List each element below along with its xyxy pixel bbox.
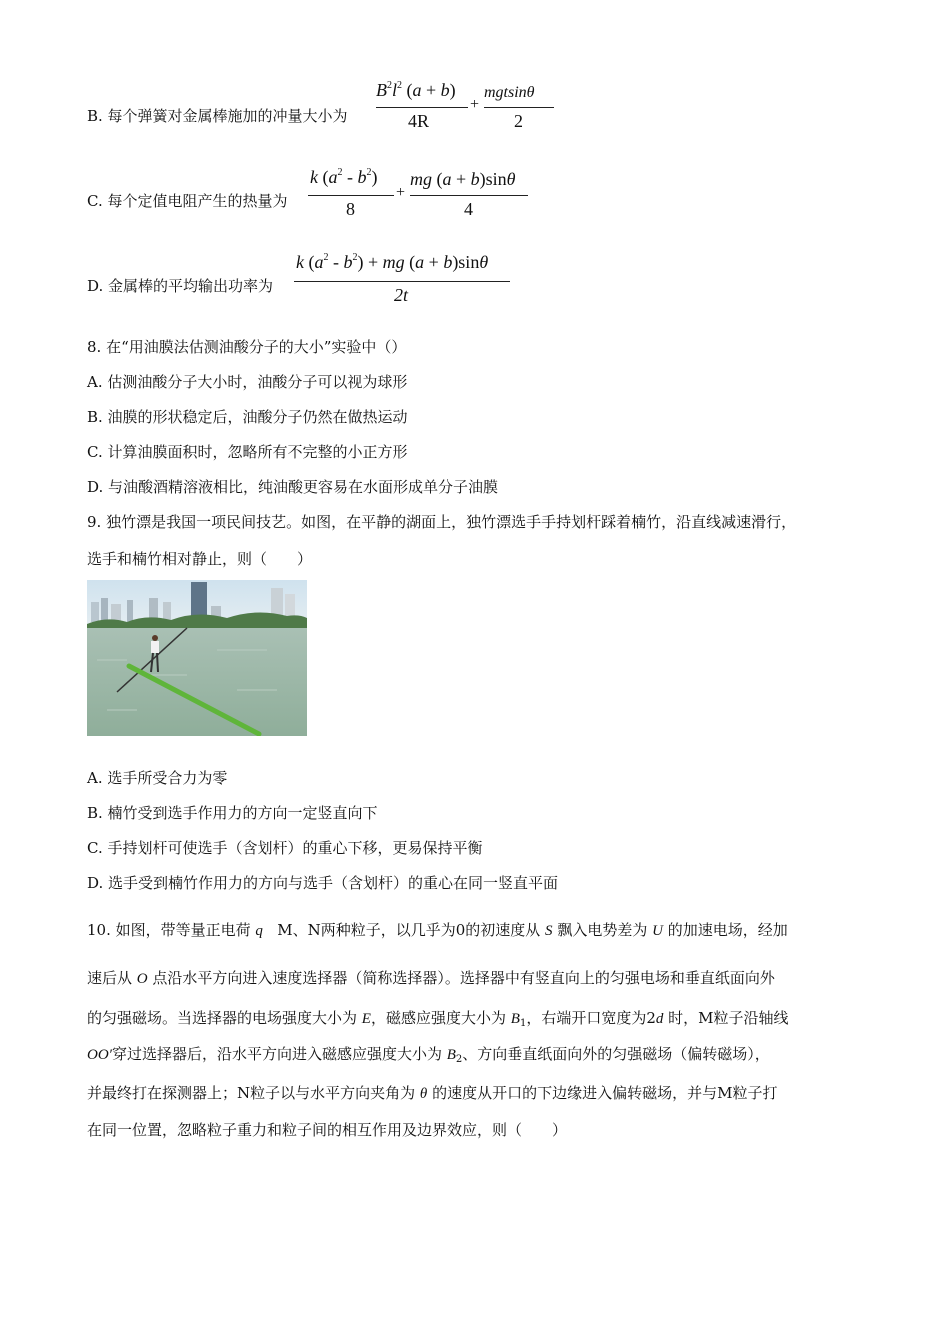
q8-option-d[interactable]: D. 与油酸酒精溶液相比，纯油酸更容易在水面形成单分子油膜	[87, 478, 499, 496]
q9-stem-line1: 9. 独竹漂是我国一项民间技艺。如图，在平静的湖面上，独竹漂选手手持划杆踩着楠竹，沿直线减速滑行，	[87, 513, 797, 531]
q9-option-c[interactable]: C. 手持划杆可使选手（含划杆）的重心下移，更易保持平衡	[87, 839, 483, 857]
q9-option-b[interactable]: B. 楠竹受到选手作用力的方向一定竖直向下	[87, 804, 378, 822]
q10-line4: OO′穿过选择器后，沿水平方向进入磁感应强度大小为 $B_2$、方向垂直纸面向外的匀强磁场（偏转磁场），	[87, 1045, 770, 1065]
q9-option-a[interactable]: A. 选手所受合力为零	[87, 769, 228, 787]
q8-option-a[interactable]: A. 估测油酸分子大小时，油酸分子可以视为球形	[87, 373, 408, 391]
q10-line3: 的匀强磁场。当选择器的电场强度大小为 E，磁感应强度大小为 $B_1$，右端开口宽度为2d 时，M粒子沿轴线	[87, 1009, 789, 1029]
q7-option-b-formula: $B^2l^2$ (a + b) 4R + mgtsinθ 2	[376, 80, 556, 136]
q7-option-b[interactable]	[87, 106, 348, 126]
q7-option-d-numerator: k $(a^2 - b^2)$ + mg (a + b)sinθ	[296, 252, 489, 272]
bamboo-rafting-photo	[87, 580, 307, 736]
q7-option-d[interactable]	[87, 276, 273, 296]
q7-option-c-label: C. 每个定值电阻产生的热量为	[87, 192, 288, 210]
q7-option-c-fraction1-denominator: 8	[346, 199, 355, 219]
q7-option-d-label: D. 金属棒的平均输出功率为	[87, 277, 274, 295]
q9-option-d[interactable]: D. 选手受到楠竹作用力的方向与选手（含划杆）的重心在同一竖直平面	[87, 874, 559, 892]
q7-option-b-fraction1-denominator: 4R	[408, 111, 430, 131]
q8-option-c[interactable]: C. 计算油膜面积时，忽略所有不完整的小正方形	[87, 443, 408, 461]
q7-option-c-fraction1-numerator: k $(a^2 - b^2)$	[310, 167, 378, 187]
q8-stem: 8. 在“用油膜法估测油酸分子的大小”实验中（）	[87, 338, 407, 356]
q10-line1: 10. 如图，带等量正电荷 q M、N两种粒子，以几乎为0的初速度从 S 飘入电势差为 U 的加速电场，经加	[87, 921, 788, 939]
q10-line5: 并最终打在探测器上；N粒子以与水平方向夹角为 θ 的速度从开口的下边缘进入偏转磁场，并与M粒子打	[87, 1084, 778, 1102]
q10-line2: 速后从 O 点沿水平方向进入速度选择器（简称选择器）。选择器中有竖直向上的匀强电场和垂直纸面向外	[87, 969, 775, 987]
q7-option-c[interactable]	[87, 191, 287, 211]
q7-option-b-fraction2-denominator: 2	[514, 111, 523, 131]
q7-option-c-fraction2-numerator: mg (a + b)sinθ	[410, 169, 516, 189]
q7-option-c-formula: k $(a^2 - b^2)$ 8 + mg (a + b)sinθ 4	[308, 165, 538, 221]
q7-option-b-fraction2-numerator: mgtsinθ	[484, 84, 535, 101]
q7-option-d-formula	[294, 250, 514, 306]
q10-line6: 在同一位置，忽略粒子重力和粒子间的相互作用及边界效应，则（ ）	[87, 1121, 568, 1139]
q9-stem-line2: 选手和楠竹相对静止，则（ ）	[87, 550, 313, 568]
q8-option-b[interactable]: B. 油膜的形状稳定后，油酸分子仍然在做热运动	[87, 408, 408, 426]
q7-option-d-denominator: 2t	[394, 285, 409, 305]
q7-option-b-label: B. 每个弹簧对金属棒施加的冲量大小为	[87, 107, 348, 125]
q7-option-c-fraction2-denominator: 4	[464, 199, 473, 219]
q7-option-b-fraction1-numerator: $B^2l^2$ (a + b)	[376, 80, 456, 100]
